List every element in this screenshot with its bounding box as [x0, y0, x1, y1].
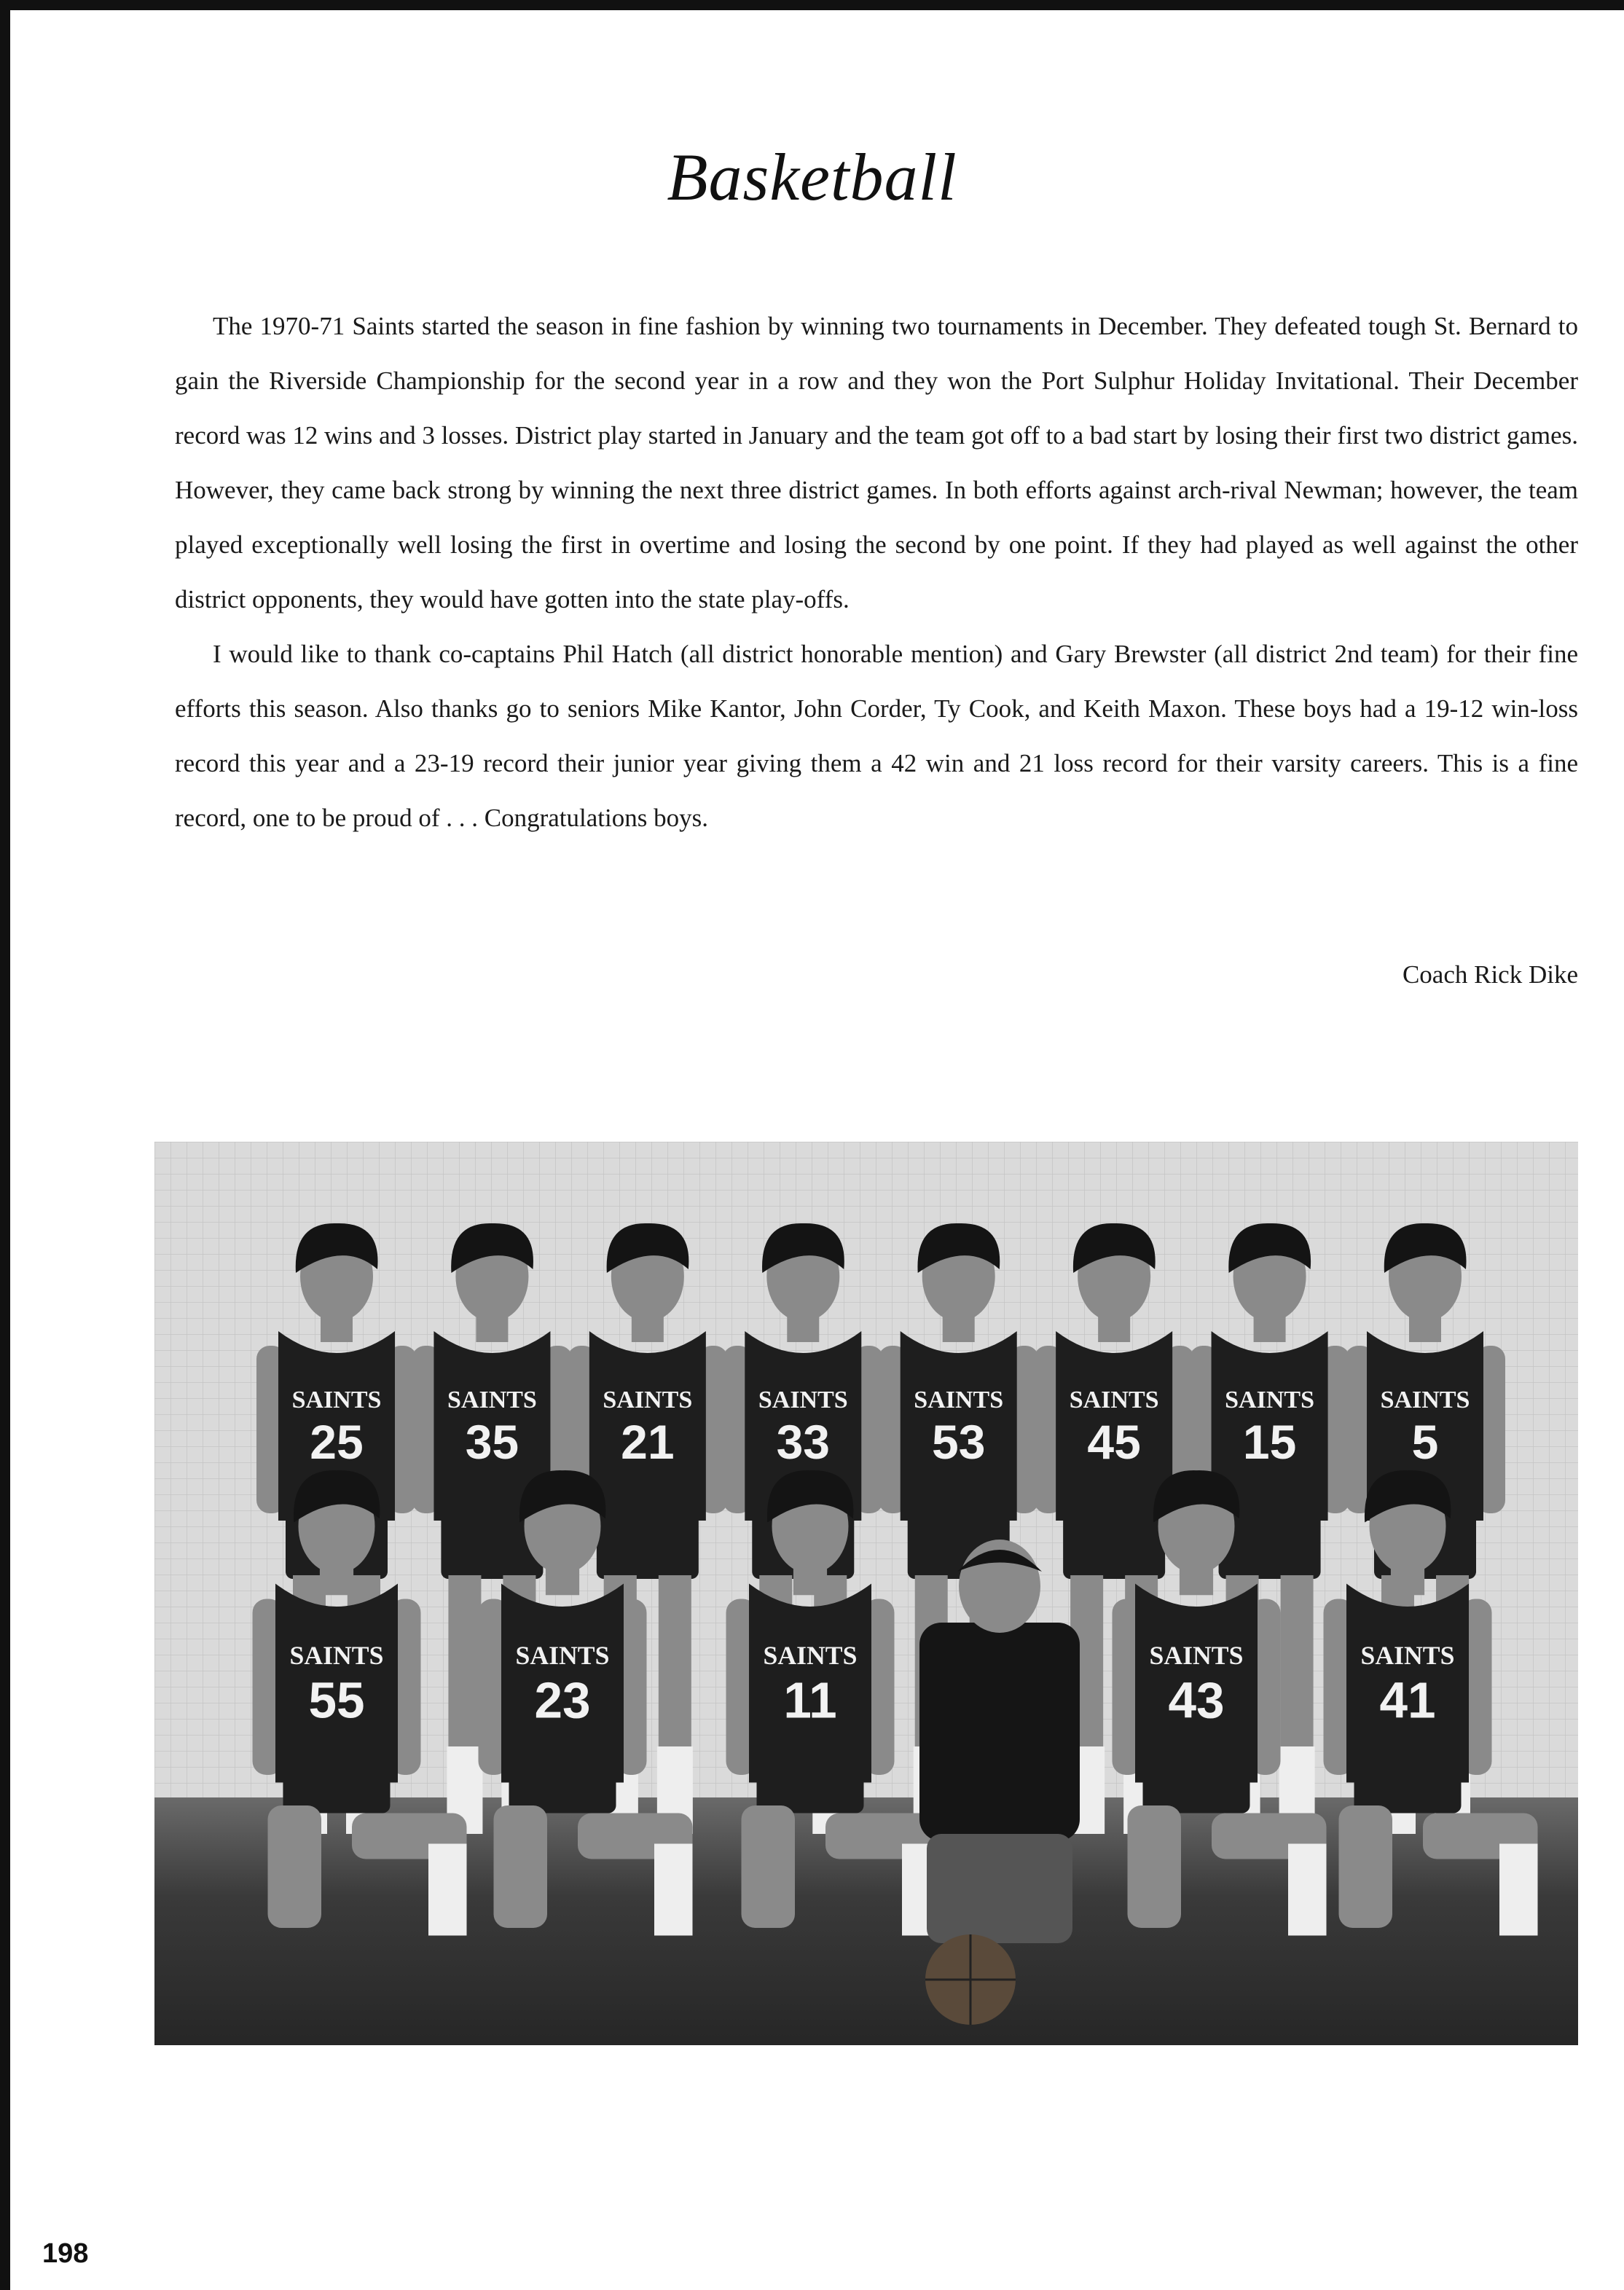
leg — [1339, 1805, 1393, 1928]
jersey-number: 11 — [783, 1671, 837, 1729]
sock — [654, 1844, 693, 1936]
jersey-team-name: SAINTS — [1149, 1640, 1244, 1670]
page-title: Basketball — [667, 140, 957, 214]
jersey-number: 15 — [1242, 1415, 1297, 1469]
article-body — [175, 299, 1578, 845]
jersey-number: 21 — [621, 1415, 675, 1469]
coach-shirt — [919, 1623, 1080, 1841]
leg — [268, 1805, 322, 1928]
jersey-number: 5 — [1411, 1415, 1439, 1469]
coach-signature: Coach Rick Dike — [1402, 960, 1578, 989]
jersey-team-name: SAINTS — [603, 1387, 693, 1413]
jersey-number: 41 — [1379, 1671, 1436, 1729]
jersey-team-name: SAINTS — [1225, 1387, 1314, 1413]
jersey-number: 25 — [310, 1415, 364, 1469]
jersey-team-name: SAINTS — [515, 1640, 610, 1670]
jersey-number: 45 — [1087, 1415, 1141, 1469]
left-border — [0, 0, 10, 2290]
sock — [1499, 1844, 1538, 1936]
jersey-team-name: SAINTS — [291, 1387, 382, 1413]
jersey-team-name: SAINTS — [1380, 1387, 1470, 1413]
sock — [428, 1844, 467, 1936]
jersey-number: 55 — [308, 1671, 365, 1729]
team-photo — [154, 1142, 1578, 2045]
sock — [1288, 1844, 1327, 1936]
jersey-team-name: SAINTS — [763, 1640, 858, 1670]
jersey-number: 53 — [932, 1415, 986, 1469]
leg — [742, 1805, 796, 1928]
shorts — [597, 1513, 699, 1579]
jersey-team-name: SAINTS — [447, 1387, 537, 1413]
jersey-team-name: SAINTS — [1360, 1640, 1455, 1670]
page-number: 198 — [42, 2238, 89, 2269]
team-photo-illustration — [154, 1142, 1578, 2045]
jersey-number: 43 — [1168, 1671, 1225, 1729]
shorts — [1063, 1513, 1165, 1579]
article-paragraph-2: I would like to thank co-captains Phil Hatch (all district honorable mention) and Gary Brewster (all district 2nd team) for their fine efforts this season. Also thanks go to seniors Mike Kantor, John Corder, Ty Cook, and Keith Maxon. These boys had a 19-12 win-loss record this year and a 23-19 record their junior year giving them a 42 win and 21 loss record for their varsity careers. This is a fine record, one to be proud of . . . Congratulations boys. — [175, 640, 1578, 832]
jersey-number: 35 — [465, 1415, 519, 1469]
coach-trousers — [927, 1834, 1072, 1943]
top-border — [0, 0, 1624, 10]
jersey-team-name: SAINTS — [1069, 1387, 1159, 1413]
article-paragraph-1: The 1970-71 Saints started the season in fine fashion by winning two tournaments in December. They defeated tough St. Bernard to gain the Riverside Championship for the second year in a row and they won the Port Sulphur Holiday Invitational. Their December record was 12 wins and 3 losses. District play started in January and the team got off to a bad start by losing their first two district games. However, they came back strong by winning the next three district games. In both efforts against arch-rival Newman; however, the team played exceptionally well losing the first in overtime and losing the second by one point. If they had played as well against the other district opponents, they would have gotten into the state play-offs. — [175, 312, 1578, 613]
jersey-number: 23 — [534, 1671, 591, 1729]
leg — [1128, 1805, 1182, 1928]
jersey-team-name: SAINTS — [289, 1640, 384, 1670]
jersey-team-name: SAINTS — [758, 1387, 848, 1413]
jersey-number: 33 — [776, 1415, 830, 1469]
jersey-team-name: SAINTS — [914, 1387, 1004, 1413]
leg — [494, 1805, 548, 1928]
